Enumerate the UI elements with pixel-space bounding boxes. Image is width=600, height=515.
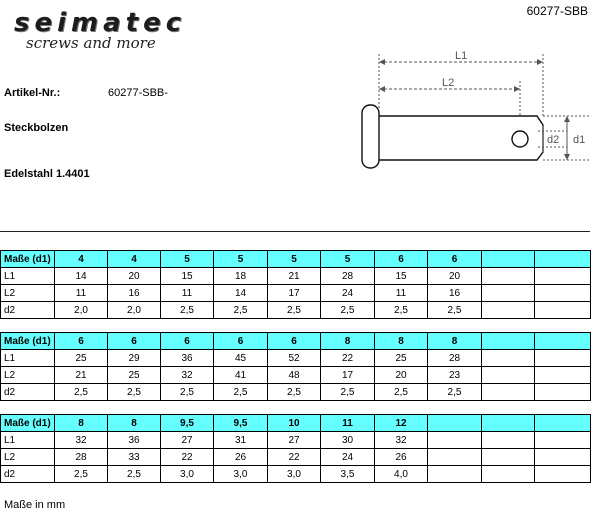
table-cell: 25	[55, 350, 108, 367]
table-cell: 2,5	[108, 466, 161, 483]
row-label: d2	[1, 384, 55, 401]
arrow-head	[564, 116, 570, 122]
section-divider	[0, 231, 590, 232]
table-cell: 30	[321, 432, 375, 449]
table-cell	[482, 268, 535, 285]
table-cell: 8	[108, 415, 161, 432]
arrow-head	[537, 59, 543, 65]
arrow-head	[514, 86, 520, 92]
table-cell: 6	[268, 333, 321, 350]
cross-hole	[512, 131, 528, 147]
table-cell: 2,5	[108, 384, 161, 401]
table-cell: 17	[321, 367, 375, 384]
table-cell	[482, 415, 535, 432]
table-cell: 2,5	[55, 384, 108, 401]
table-cell: 4	[55, 251, 108, 268]
artikel-label: Artikel-Nr.:	[4, 87, 61, 99]
table-cell: 12	[375, 415, 428, 432]
arrow-head	[564, 154, 570, 160]
table-cell: 18	[214, 268, 268, 285]
table-cell: 32	[375, 432, 428, 449]
product-name: Steckbolzen	[4, 122, 69, 134]
table-cell: 16	[108, 285, 161, 302]
table-cell	[482, 367, 535, 384]
table-cell: 32	[161, 367, 214, 384]
row-label: L2	[1, 449, 55, 466]
table-cell: 23	[428, 367, 482, 384]
table-cell: 2,5	[321, 384, 375, 401]
table-cell	[482, 449, 535, 466]
table-cell	[428, 415, 482, 432]
table-cell: 2,5	[268, 302, 321, 319]
table-cell: 22	[161, 449, 214, 466]
table-cell: 11	[375, 285, 428, 302]
table-cell	[535, 268, 591, 285]
table-cell: 8	[428, 333, 482, 350]
dimension-table	[0, 332, 591, 401]
table-cell	[535, 384, 591, 401]
table-cell	[535, 333, 591, 350]
table-cell	[482, 333, 535, 350]
table-cell: 31	[214, 432, 268, 449]
row-label: L1	[1, 432, 55, 449]
l1-label: L1	[455, 50, 468, 62]
table-cell	[535, 449, 591, 466]
table-cell	[535, 302, 591, 319]
table-cell: 52	[268, 350, 321, 367]
seimatec-logo	[8, 6, 198, 54]
dimension-table	[0, 250, 591, 319]
table-cell: 33	[108, 449, 161, 466]
table-cell: 10	[268, 415, 321, 432]
table-cell: 9,5	[214, 415, 268, 432]
row-label: L2	[1, 367, 55, 384]
table-cell: 11	[161, 285, 214, 302]
table-row	[1, 350, 591, 367]
table-cell: 28	[321, 268, 375, 285]
arrow-head	[379, 59, 385, 65]
table-row	[1, 384, 591, 401]
l2-label: L2	[442, 77, 455, 89]
table-row	[1, 367, 591, 384]
d2-label: d2	[547, 134, 560, 146]
row-label: L1	[1, 350, 55, 367]
table-cell: 6	[428, 251, 482, 268]
pin-head	[362, 105, 379, 168]
table-cell	[535, 251, 591, 268]
table-cell: 24	[321, 285, 375, 302]
table-cell	[482, 384, 535, 401]
table-cell: 15	[161, 268, 214, 285]
table-cell: 2,5	[375, 384, 428, 401]
table-cell: 36	[161, 350, 214, 367]
table-cell	[482, 251, 535, 268]
table-header-row	[1, 333, 591, 350]
table-cell: 27	[161, 432, 214, 449]
table-cell: 20	[375, 367, 428, 384]
table-cell: 6	[108, 333, 161, 350]
table-cell: 2,0	[55, 302, 108, 319]
table-cell: 20	[428, 268, 482, 285]
table-cell: 4,0	[375, 466, 428, 483]
table-cell	[482, 432, 535, 449]
table-header-row	[1, 251, 591, 268]
table-cell: 3,5	[321, 466, 375, 483]
table-row	[1, 285, 591, 302]
table-cell: 15	[375, 268, 428, 285]
table-cell	[535, 415, 591, 432]
table-cell: 22	[321, 350, 375, 367]
table-cell: 28	[428, 350, 482, 367]
row-label: Maße (d1)	[1, 415, 55, 432]
table-cell: 6	[375, 251, 428, 268]
table-row	[1, 302, 591, 319]
table-cell: 3,0	[161, 466, 214, 483]
table-cell	[535, 367, 591, 384]
row-label: Maße (d1)	[1, 333, 55, 350]
dimension-table	[0, 414, 591, 483]
table-cell: 4	[108, 251, 161, 268]
table-cell	[482, 466, 535, 483]
table-cell: 36	[108, 432, 161, 449]
table-cell: 25	[108, 367, 161, 384]
table-cell: 17	[268, 285, 321, 302]
table-cell: 24	[321, 449, 375, 466]
table-cell: 6	[214, 333, 268, 350]
table-cell: 20	[108, 268, 161, 285]
table-row	[1, 268, 591, 285]
row-label: d2	[1, 302, 55, 319]
table-cell: 2,5	[268, 384, 321, 401]
table-cell: 5	[268, 251, 321, 268]
table-cell: 26	[214, 449, 268, 466]
arrow-head	[379, 86, 385, 92]
table-cell: 11	[55, 285, 108, 302]
table-cell: 41	[214, 367, 268, 384]
row-label: L1	[1, 268, 55, 285]
table-cell: 6	[55, 333, 108, 350]
table-cell: 32	[55, 432, 108, 449]
table-cell: 11	[321, 415, 375, 432]
table-cell: 25	[375, 350, 428, 367]
table-cell: 3,0	[268, 466, 321, 483]
table-cell: 8	[321, 333, 375, 350]
table-row	[1, 466, 591, 483]
table-row	[1, 432, 591, 449]
table-cell: 45	[214, 350, 268, 367]
table-cell: 3,0	[214, 466, 268, 483]
table-row	[1, 449, 591, 466]
table-cell: 21	[55, 367, 108, 384]
table-cell	[428, 449, 482, 466]
table-cell: 6	[161, 333, 214, 350]
table-cell: 5	[214, 251, 268, 268]
table-cell	[428, 466, 482, 483]
table-cell: 14	[214, 285, 268, 302]
table-cell: 27	[268, 432, 321, 449]
table-cell: 2,5	[55, 466, 108, 483]
table-cell: 5	[321, 251, 375, 268]
table-cell	[535, 432, 591, 449]
table-cell	[535, 466, 591, 483]
logo-wordmark: seimatec	[14, 8, 187, 38]
table-cell: 48	[268, 367, 321, 384]
pin-technical-drawing	[355, 48, 590, 178]
table-header-row	[1, 415, 591, 432]
table-cell: 29	[108, 350, 161, 367]
table-cell	[428, 432, 482, 449]
table-cell: 2,5	[214, 384, 268, 401]
table-cell: 2,5	[428, 384, 482, 401]
artikel-value: 60277-SBB-	[108, 87, 168, 99]
table-cell	[535, 350, 591, 367]
table-cell: 2,5	[428, 302, 482, 319]
row-label: L2	[1, 285, 55, 302]
table-cell: 2,5	[161, 302, 214, 319]
d1-label: d1	[573, 134, 586, 146]
table-cell	[535, 285, 591, 302]
table-cell: 2,5	[375, 302, 428, 319]
table-cell: 16	[428, 285, 482, 302]
logo-tagline: screws and more	[26, 34, 156, 52]
table-cell	[482, 350, 535, 367]
table-cell: 8	[55, 415, 108, 432]
table-cell: 14	[55, 268, 108, 285]
table-cell: 2,5	[161, 384, 214, 401]
table-cell: 8	[375, 333, 428, 350]
table-cell: 5	[161, 251, 214, 268]
material-label: Edelstahl 1.4401	[4, 168, 90, 180]
row-label: Maße (d1)	[1, 251, 55, 268]
table-cell: 2,0	[108, 302, 161, 319]
table-cell: 9,5	[161, 415, 214, 432]
document-number: 60277-SBB	[526, 4, 588, 18]
table-cell	[482, 302, 535, 319]
table-cell	[482, 285, 535, 302]
table-cell: 2,5	[214, 302, 268, 319]
row-label: d2	[1, 466, 55, 483]
unit-note: Maße in mm	[4, 499, 66, 511]
table-cell: 21	[268, 268, 321, 285]
table-cell: 22	[268, 449, 321, 466]
table-cell: 26	[375, 449, 428, 466]
table-cell: 28	[55, 449, 108, 466]
pin-shaft	[379, 116, 543, 160]
table-cell: 2,5	[321, 302, 375, 319]
